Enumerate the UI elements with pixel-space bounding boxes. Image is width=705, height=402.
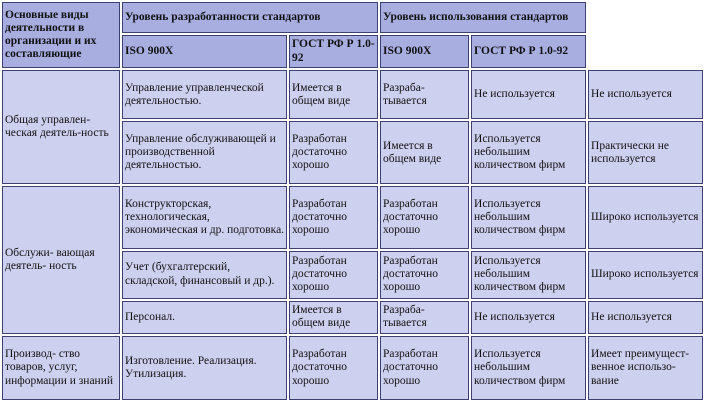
component-cell: Управление управленческой деятельностью. [122, 70, 287, 119]
dev-iso-cell: Разработан достаточно хорошо [289, 186, 378, 248]
table-row [2, 70, 703, 119]
use-gost-cell: Имеет преимущест-венное использо-вание [588, 336, 703, 400]
header-dev-gost: ГОСТ РФ Р 1.0-92 [289, 35, 378, 68]
dev-gost-cell: Разработан достаточно хорошо [380, 336, 469, 400]
dev-iso-cell: Разработан достаточно хорошо [289, 121, 378, 184]
header-development-level: Уровень разработанности стандартов [122, 2, 378, 33]
use-iso-cell: Не используется [471, 70, 586, 119]
dev-iso-cell: Имеется в общем виде [289, 301, 378, 334]
use-iso-cell: Не используется [471, 301, 586, 334]
header-activities: Основные виды деятельности в организации и их составляющие [2, 2, 120, 68]
dev-gost-cell: Имеется в общем виде [380, 121, 469, 184]
component-cell: Управление обслуживающей и производственной деятельностью. [122, 121, 287, 184]
dev-gost-cell: Разработан достаточно хорошо [380, 186, 469, 248]
dev-gost-cell: Разраба-тывается [380, 301, 469, 334]
use-gost-cell: Не используется [588, 301, 703, 334]
dev-gost-cell: Разработан достаточно хорошо [380, 251, 469, 299]
use-iso-cell: Используется небольшим количеством фирм [471, 121, 586, 184]
component-cell: Конструкторская, технологическая, экономическая и др. подготовка. [122, 186, 287, 248]
dev-gost-cell: Разраба-тывается [380, 70, 469, 119]
group-name: Обслужи- вающая деятель- ность [2, 186, 120, 333]
header-dev-iso: ISO 900X [122, 35, 287, 68]
header-use-gost: ГОСТ РФ Р 1.0-92 [471, 35, 586, 68]
table-row [2, 336, 703, 400]
table-row [2, 186, 703, 248]
dev-iso-cell: Разработан достаточно хорошо [289, 336, 378, 400]
dev-iso-cell: Имеется в общем виде [289, 70, 378, 119]
use-iso-cell: Используется небольшим количеством фирм [471, 251, 586, 299]
header-use-iso: ISO 900X [380, 35, 469, 68]
use-gost-cell: Практически не используется [588, 121, 703, 184]
use-gost-cell: Широко используется [588, 251, 703, 299]
group-name: Производ- ство товаров, услуг, информации и знаний [2, 336, 120, 400]
group-name: Общая управлен-ческая деятель-ность [2, 70, 120, 184]
component-cell: Персонал. [122, 301, 287, 334]
header-usage-level: Уровень использования стандартов [380, 2, 586, 33]
use-iso-cell: Используется небольшим количеством фирм [471, 186, 586, 248]
use-iso-cell: Используется небольшим количеством фирм [471, 336, 586, 400]
dev-iso-cell: Разработан достаточно хорошо [289, 251, 378, 299]
use-gost-cell: Не используется [588, 70, 703, 119]
use-gost-cell: Широко используется [588, 186, 703, 248]
component-cell: Учет (бухгалтерский, складской, финансовый и др.). [122, 251, 287, 299]
component-cell: Изготовление. Реализация. Утилизация. [122, 336, 287, 400]
